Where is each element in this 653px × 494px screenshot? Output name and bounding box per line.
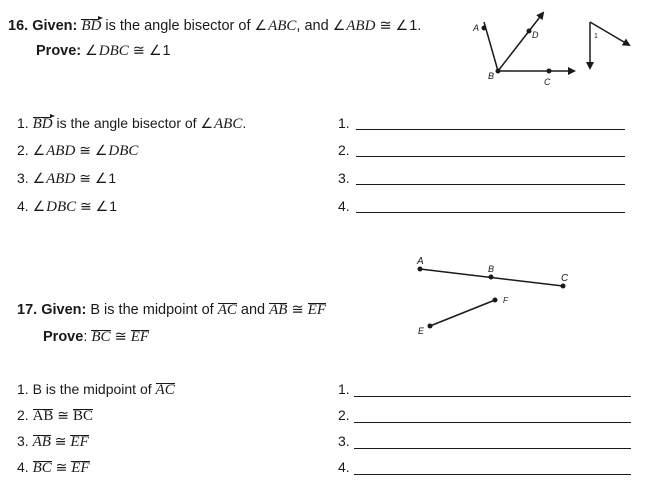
problem-16-given: 16. Given: BD is the angle bisector of ∠ABC, and ∠ABD ≅ ∠1. <box>8 17 422 34</box>
segment-ef <box>430 300 495 326</box>
prove-label-17: Prove <box>43 329 84 345</box>
problem-16-number: 16. <box>8 18 29 34</box>
point-f-17 <box>493 298 498 303</box>
p17-reason-2-blank[interactable] <box>354 422 631 423</box>
p16-reason-4-num: 4. <box>338 198 350 214</box>
p17-statement-2: 2. AB ≅ BC <box>17 407 93 424</box>
p17-statement-1: 1. B is the midpoint of AC <box>17 381 175 398</box>
label-b-17: B <box>488 264 495 274</box>
p17-reason-1-num: 1. <box>338 381 350 397</box>
p16-statement-1: 1. BD is the angle bisector of ∠ABC. <box>17 115 247 132</box>
given-label-17: Given: <box>41 302 87 318</box>
problem-17-prove: Prove: BC ≅ EF <box>43 329 150 345</box>
label-a-17: A <box>417 256 424 267</box>
ray-bd: BD <box>81 18 102 34</box>
p16-statement-4: 4. ∠DBC ≅ ∠1 <box>17 198 118 215</box>
point-b-17 <box>489 275 494 280</box>
given-label: Given: <box>32 18 78 34</box>
p16-reason-1-num: 1. <box>338 115 350 131</box>
label-a: A <box>473 23 480 33</box>
problem-17-given: 17. Given: B is the midpoint of AC and AB ≅ EF <box>17 302 326 318</box>
p17-reason-3-blank[interactable] <box>354 448 631 449</box>
angle-symbol: ∠ <box>254 17 268 33</box>
label-b: B <box>488 71 495 81</box>
label-f-17: F <box>503 296 508 305</box>
p17-reason-3-num: 3. <box>338 433 350 449</box>
p16-statement-2: 2. ∠ABD ≅ ∠DBC <box>17 142 139 159</box>
point-a-17 <box>418 267 423 272</box>
p16-reason-2-num: 2. <box>338 142 350 158</box>
label-c: C <box>544 77 551 87</box>
p17-reason-2-num: 2. <box>338 407 350 423</box>
label-d: D <box>532 30 539 40</box>
prove-label: Prove: <box>36 43 82 59</box>
problem-16-prove: Prove: ∠DBC ≅ ∠1 <box>36 42 171 59</box>
p17-statement-3: 3. AB ≅ EF <box>17 433 89 450</box>
point-e-17 <box>428 324 433 329</box>
p17-statement-4: 4. BC ≅ EF <box>17 459 90 476</box>
label-c-17: C <box>561 273 569 284</box>
label-e-17: E <box>418 326 425 336</box>
label-angle-1: 1 <box>594 33 598 40</box>
problem-17-number: 17. <box>17 302 38 318</box>
point-c-17 <box>561 284 566 289</box>
p17-reason-1-blank[interactable] <box>354 396 631 397</box>
p17-reason-4-blank[interactable] <box>354 474 631 475</box>
p16-statement-3: 3. ∠ABD ≅ ∠1 <box>17 170 117 187</box>
p16-reason-3-num: 3. <box>338 170 350 186</box>
p17-reason-4-num: 4. <box>338 459 350 475</box>
